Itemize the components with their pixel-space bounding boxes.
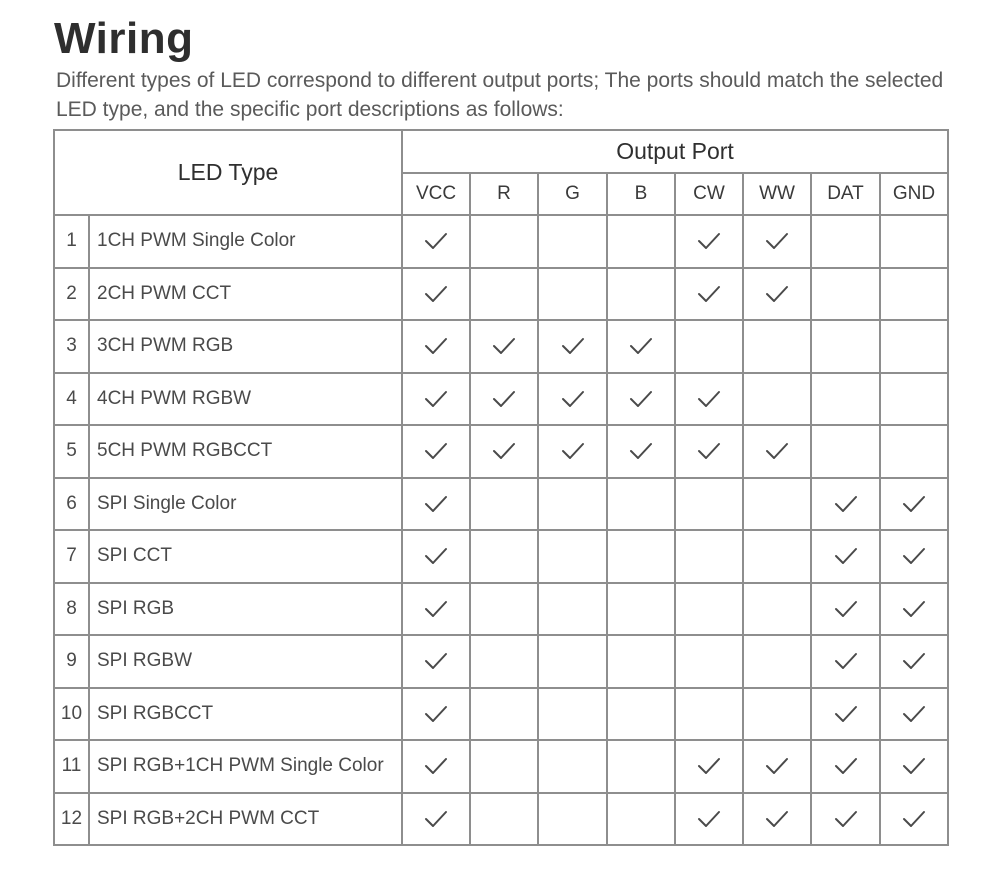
table-row: [54, 740, 948, 793]
port-cell-cw: [675, 583, 743, 636]
port-cell-g: [538, 320, 607, 373]
wiring-table: [53, 129, 949, 846]
port-cell-dat: [811, 478, 880, 531]
port-cell-r: [470, 425, 538, 478]
port-cell-dat: [811, 215, 880, 268]
port-cell-cw: [675, 793, 743, 846]
checkmark-icon: [424, 232, 448, 250]
checkmark-icon: [424, 705, 448, 723]
port-cell-b: [607, 478, 675, 531]
checkmark-icon: [902, 652, 926, 670]
port-cell-vcc: [402, 583, 470, 636]
table-row: [54, 583, 948, 636]
row-number: 10: [54, 688, 89, 741]
port-cell-g: [538, 268, 607, 321]
port-cell-cw: [675, 530, 743, 583]
port-cell-vcc: [402, 478, 470, 531]
port-cell-r: [470, 478, 538, 531]
port-header-r: R: [470, 173, 538, 215]
led-type-name: 4CH PWM RGBW: [89, 373, 402, 426]
port-cell-b: [607, 635, 675, 688]
port-cell-g: [538, 530, 607, 583]
port-cell-gnd: [880, 425, 948, 478]
port-header-g: G: [538, 173, 607, 215]
port-cell-ww: [743, 478, 811, 531]
port-cell-dat: [811, 268, 880, 321]
port-cell-b: [607, 425, 675, 478]
checkmark-icon: [492, 390, 516, 408]
checkmark-icon: [424, 757, 448, 775]
port-cell-vcc: [402, 688, 470, 741]
checkmark-icon: [765, 442, 789, 460]
port-cell-ww: [743, 583, 811, 636]
port-cell-ww: [743, 635, 811, 688]
port-cell-ww: [743, 530, 811, 583]
table-row: [54, 425, 948, 478]
port-cell-r: [470, 740, 538, 793]
checkmark-icon: [697, 810, 721, 828]
port-cell-dat: [811, 530, 880, 583]
port-cell-b: [607, 740, 675, 793]
row-number: 9: [54, 635, 89, 688]
port-cell-b: [607, 793, 675, 846]
port-cell-dat: [811, 373, 880, 426]
port-cell-cw: [675, 740, 743, 793]
port-cell-gnd: [880, 320, 948, 373]
port-cell-g: [538, 425, 607, 478]
checkmark-icon: [834, 705, 858, 723]
port-cell-gnd: [880, 268, 948, 321]
page-description: Different types of LED correspond to different output ports; The ports should match the selected LED type, and the specific port descriptions as follows:: [56, 69, 944, 121]
led-type-name: SPI RGBCCT: [89, 688, 402, 741]
row-number: 7: [54, 530, 89, 583]
port-cell-r: [470, 793, 538, 846]
port-cell-ww: [743, 215, 811, 268]
checkmark-icon: [697, 442, 721, 460]
page-title: Wiring: [54, 14, 194, 63]
checkmark-icon: [561, 390, 585, 408]
checkmark-icon: [697, 285, 721, 303]
port-cell-vcc: [402, 530, 470, 583]
port-cell-gnd: [880, 740, 948, 793]
port-cell-gnd: [880, 583, 948, 636]
port-cell-g: [538, 215, 607, 268]
port-header-gnd: GND: [880, 173, 948, 215]
port-cell-g: [538, 740, 607, 793]
port-cell-g: [538, 688, 607, 741]
table-row: [54, 478, 948, 531]
port-cell-dat: [811, 320, 880, 373]
checkmark-icon: [629, 442, 653, 460]
port-cell-r: [470, 320, 538, 373]
port-cell-g: [538, 478, 607, 531]
led-type-name: 1CH PWM Single Color: [89, 215, 402, 268]
led-type-name: 2CH PWM CCT: [89, 268, 402, 321]
port-cell-cw: [675, 478, 743, 531]
table-row: [54, 320, 948, 373]
checkmark-icon: [424, 652, 448, 670]
port-cell-g: [538, 373, 607, 426]
checkmark-icon: [424, 337, 448, 355]
row-number: 2: [54, 268, 89, 321]
row-number: 11: [54, 740, 89, 793]
checkmark-icon: [834, 652, 858, 670]
port-cell-ww: [743, 268, 811, 321]
led-type-name: SPI Single Color: [89, 478, 402, 531]
port-cell-ww: [743, 740, 811, 793]
port-header-ww: WW: [743, 173, 811, 215]
port-cell-gnd: [880, 793, 948, 846]
table-row: [54, 688, 948, 741]
port-cell-r: [470, 530, 538, 583]
port-cell-vcc: [402, 793, 470, 846]
port-cell-g: [538, 793, 607, 846]
row-number: 12: [54, 793, 89, 846]
row-number: 1: [54, 215, 89, 268]
port-cell-vcc: [402, 268, 470, 321]
port-cell-cw: [675, 425, 743, 478]
port-cell-dat: [811, 425, 880, 478]
port-cell-r: [470, 268, 538, 321]
checkmark-icon: [561, 442, 585, 460]
port-cell-gnd: [880, 635, 948, 688]
port-cell-g: [538, 635, 607, 688]
port-cell-r: [470, 373, 538, 426]
checkmark-icon: [424, 285, 448, 303]
port-cell-dat: [811, 793, 880, 846]
led-type-name: 5CH PWM RGBCCT: [89, 425, 402, 478]
checkmark-icon: [424, 600, 448, 618]
checkmark-icon: [834, 495, 858, 513]
port-cell-cw: [675, 688, 743, 741]
port-cell-gnd: [880, 215, 948, 268]
checkmark-icon: [424, 547, 448, 565]
checkmark-icon: [424, 390, 448, 408]
checkmark-icon: [629, 337, 653, 355]
port-cell-vcc: [402, 320, 470, 373]
port-cell-gnd: [880, 688, 948, 741]
row-number: 3: [54, 320, 89, 373]
checkmark-icon: [765, 757, 789, 775]
checkmark-icon: [424, 495, 448, 513]
checkmark-icon: [834, 600, 858, 618]
led-type-name: SPI RGB+2CH PWM CCT: [89, 793, 402, 846]
port-cell-r: [470, 583, 538, 636]
checkmark-icon: [834, 757, 858, 775]
port-cell-r: [470, 688, 538, 741]
port-cell-r: [470, 635, 538, 688]
port-cell-b: [607, 688, 675, 741]
port-header-dat: DAT: [811, 173, 880, 215]
port-cell-vcc: [402, 740, 470, 793]
table-row: [54, 373, 948, 426]
checkmark-icon: [765, 232, 789, 250]
port-header-cw: CW: [675, 173, 743, 215]
port-cell-dat: [811, 688, 880, 741]
led-type-header: LED Type: [54, 130, 402, 215]
port-cell-ww: [743, 320, 811, 373]
port-cell-b: [607, 583, 675, 636]
checkmark-icon: [902, 705, 926, 723]
checkmark-icon: [765, 285, 789, 303]
output-port-header: Output Port: [402, 130, 948, 173]
row-number: 8: [54, 583, 89, 636]
row-number: 6: [54, 478, 89, 531]
port-cell-vcc: [402, 635, 470, 688]
port-cell-b: [607, 373, 675, 426]
port-cell-b: [607, 320, 675, 373]
port-cell-g: [538, 583, 607, 636]
checkmark-icon: [834, 547, 858, 565]
checkmark-icon: [424, 442, 448, 460]
checkmark-icon: [492, 442, 516, 460]
port-cell-r: [470, 215, 538, 268]
port-header-b: B: [607, 173, 675, 215]
checkmark-icon: [424, 810, 448, 828]
table-row: [54, 268, 948, 321]
port-cell-gnd: [880, 478, 948, 531]
checkmark-icon: [834, 810, 858, 828]
checkmark-icon: [765, 810, 789, 828]
checkmark-icon: [697, 390, 721, 408]
checkmark-icon: [561, 337, 585, 355]
port-cell-cw: [675, 215, 743, 268]
led-type-name: SPI RGB+1CH PWM Single Color: [89, 740, 402, 793]
port-cell-b: [607, 268, 675, 321]
led-type-name: 3CH PWM RGB: [89, 320, 402, 373]
port-cell-gnd: [880, 373, 948, 426]
port-cell-vcc: [402, 215, 470, 268]
port-cell-vcc: [402, 425, 470, 478]
checkmark-icon: [629, 390, 653, 408]
port-cell-dat: [811, 635, 880, 688]
port-cell-ww: [743, 373, 811, 426]
table-row: [54, 793, 948, 846]
checkmark-icon: [902, 495, 926, 513]
port-cell-b: [607, 530, 675, 583]
port-cell-cw: [675, 268, 743, 321]
port-cell-ww: [743, 425, 811, 478]
checkmark-icon: [697, 232, 721, 250]
checkmark-icon: [697, 757, 721, 775]
led-type-name: SPI RGBW: [89, 635, 402, 688]
checkmark-icon: [902, 547, 926, 565]
port-cell-gnd: [880, 530, 948, 583]
checkmark-icon: [902, 757, 926, 775]
checkmark-icon: [492, 337, 516, 355]
port-cell-cw: [675, 635, 743, 688]
row-number: 5: [54, 425, 89, 478]
port-cell-b: [607, 215, 675, 268]
checkmark-icon: [902, 810, 926, 828]
port-cell-cw: [675, 320, 743, 373]
row-number: 4: [54, 373, 89, 426]
led-type-name: SPI RGB: [89, 583, 402, 636]
port-cell-ww: [743, 688, 811, 741]
port-cell-vcc: [402, 373, 470, 426]
table-body: [54, 215, 948, 845]
port-header-vcc: VCC: [402, 173, 470, 215]
port-cell-cw: [675, 373, 743, 426]
port-cell-ww: [743, 793, 811, 846]
port-cell-dat: [811, 740, 880, 793]
checkmark-icon: [902, 600, 926, 618]
table-row: [54, 635, 948, 688]
table-row: [54, 530, 948, 583]
port-cell-dat: [811, 583, 880, 636]
led-type-name: SPI CCT: [89, 530, 402, 583]
table-row: [54, 215, 948, 268]
